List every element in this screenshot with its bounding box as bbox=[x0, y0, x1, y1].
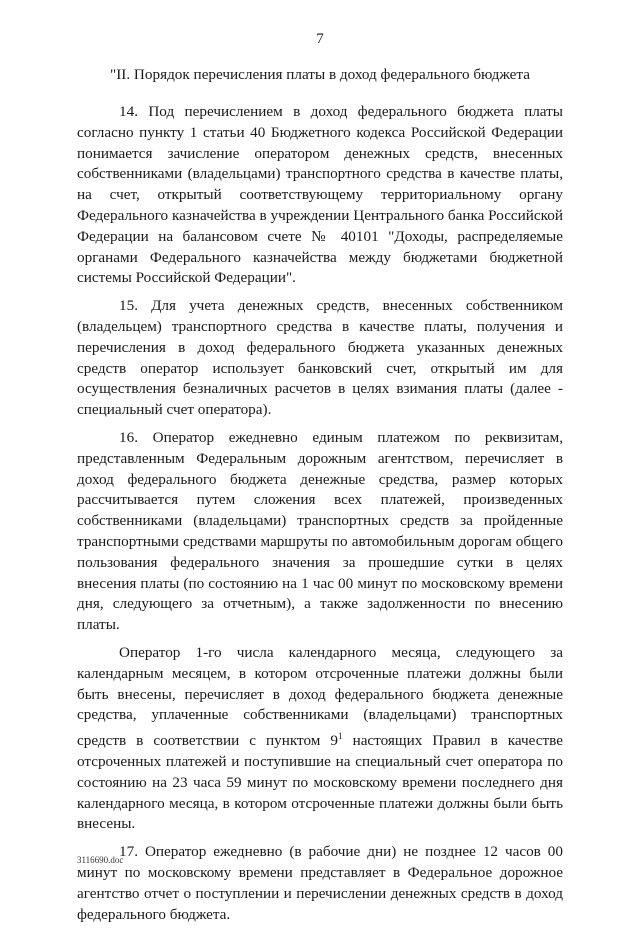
document-body bbox=[77, 102, 563, 932]
paragraph-text-before: Оператор 1-го числа календарного месяца, следующего за календарным месяцем, в котором отсроченные платежи должны были быть внесены, перечисляет в доход федерального бюджета денежные средства, уплаченные собственниками (владельцами) транспортных средств в соответствии с пунктом 9 bbox=[77, 643, 563, 750]
paragraph-text-after: настоящих Правил в качестве отсроченных платежей и поступившие на специальный счет оператора по состоянию на 23 часа 59 минут по московскому времени последнего дня календарного месяца, в котором отсроченные платежи должны были быть внесены. bbox=[77, 732, 564, 833]
document-file-code: 3116690.doc bbox=[77, 855, 124, 865]
paragraph-15: 15. Для учета денежных средств, внесенных собственником (владельцем) транспортного средства в качестве платы, получения и перечисления в доход федерального бюджета указанных денежных средств оператор использует банковский счет, открытый им для осуществления безналичных расчетов в целях взимания платы (далее - специальный счет оператора). bbox=[77, 297, 563, 419]
paragraph-17: 17. Оператор ежедневно (в рабочие дни) не позднее 12 часов 00 минут по московскому времени представляет в Федеральное дорожное агентство отчет о поступлении и перечислении денежных средств в доход федерального бюджета. bbox=[77, 843, 563, 923]
paragraph-16: 16. Оператор ежедневно единым платежом по реквизитам, представленным Федеральным дорожным агентством, перечисляет в доход федерального бюджета денежные средства, размер которых рассчитывается путем сложения всех платежей, произведенных собственниками (владельцами) транспортных средств за пройденные транспортными средствами маршруты по автомобильным дорогам общего пользования федерального значения за прошедшие сутки в целях внесения платы (по состоянию на 1 час 00 минут по московскому времени дня, следующего за отчетным), а также задолженности по внесению платы. bbox=[77, 428, 563, 634]
section-title: "II. Порядок перечисления платы в доход федерального бюджета bbox=[110, 66, 530, 83]
paragraph-16-deferred-payments bbox=[77, 643, 563, 835]
point-superscript: 1 bbox=[338, 731, 343, 742]
paragraph-14: 14. Под перечислением в доход федерального бюджета платы согласно пункту 1 статьи 40 Бюджетного кодекса Российской Федерации понимается зачисление оператором денежных средств, внесенных собственниками (владельцами) транспортного средства в качестве платы, на счет, открытый соответствующему территориальному органу Федерального казначейства в учреждении Центрального банка Российской Федерации на балансовом счете № 40101 "Доходы, распределяемые органами Федерального казначейства между бюджетами бюджетной системы Российской Федерации". bbox=[77, 103, 563, 287]
page-number: 7 bbox=[316, 31, 324, 47]
